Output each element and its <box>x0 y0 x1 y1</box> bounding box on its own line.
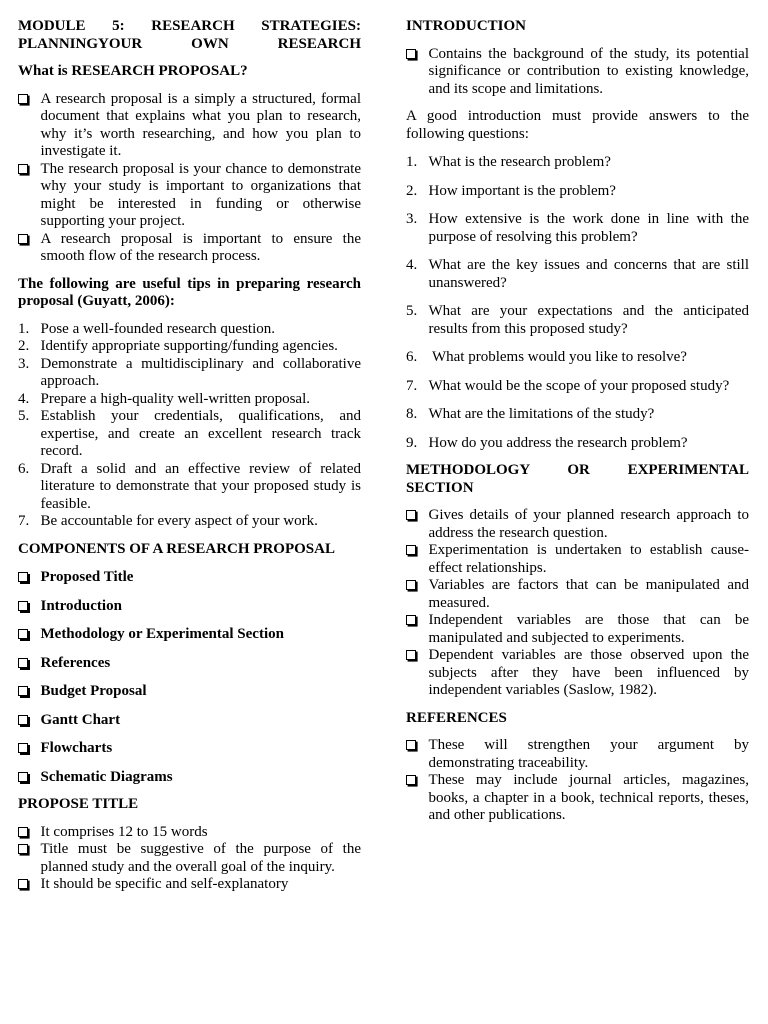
list-item: Flowcharts <box>18 740 361 758</box>
list-item: Methodology or Experimental Section <box>18 626 361 644</box>
list-item: 3. How extensive is the work done in line with the purpose of resolving this problem? <box>406 211 749 245</box>
list-item: A research proposal is important to ensure the smooth flow of the research process. <box>18 231 361 266</box>
checkbox-bullet-icon <box>18 879 28 889</box>
list-item: Schematic Diagrams <box>18 769 361 787</box>
list-item: 6. What problems would you like to resolve? <box>406 349 687 365</box>
tips-list <box>18 321 361 531</box>
list-item: Proposed Title <box>18 569 361 587</box>
checkbox-bullet-icon <box>18 94 28 104</box>
title-points-list <box>18 824 361 894</box>
list-item: Gives details of your planned research approach to address the research question. <box>406 507 749 542</box>
checkbox-bullet-icon <box>406 615 416 625</box>
checkbox-bullet-icon <box>406 650 416 660</box>
list-item: Budget Proposal <box>18 683 361 701</box>
introduction-points-list <box>406 46 749 99</box>
list-item: 1. Pose a well-founded research question. <box>18 320 276 337</box>
proposal-points-list <box>18 91 361 266</box>
list-item: 7. What would be the scope of your proposed study? <box>406 377 730 394</box>
right-column <box>406 18 749 825</box>
checkbox-bullet-icon <box>18 572 28 582</box>
checkbox-bullet-icon <box>18 658 28 668</box>
list-item: 9. How do you address the research problem? <box>406 434 688 451</box>
checkbox-bullet-icon <box>406 510 416 520</box>
checkbox-bullet-icon <box>406 775 416 785</box>
list-item: 4. What are the key issues and concerns that are still unanswered? <box>406 257 749 291</box>
checkbox-bullet-icon <box>18 234 28 244</box>
checkbox-bullet-icon <box>406 740 416 750</box>
list-item: Experimentation is undertaken to establish cause-effect relationships. <box>406 542 749 577</box>
list-item: Independent variables are those that can be manipulated and subjected to experiments. <box>406 612 749 647</box>
list-item: 1. What is the research problem? <box>406 154 611 170</box>
list-item: Dependent variables are those observed upon the subjects after they have been influenced by independent variables (Saslow, 1982). <box>406 647 749 700</box>
checkbox-bullet-icon <box>18 827 28 837</box>
checkbox-bullet-icon <box>406 580 416 590</box>
introduction-paragraph: A good introduction must provide answers to the following questions: <box>406 108 749 142</box>
checkbox-bullet-icon <box>18 743 28 753</box>
checkbox-bullet-icon <box>18 601 28 611</box>
list-item: 2. How important is the problem? <box>406 182 616 199</box>
list-item: References <box>18 655 361 673</box>
checkbox-bullet-icon <box>406 49 416 59</box>
components-heading: COMPONENTS OF A RESEARCH PROPOSAL <box>18 540 335 557</box>
checkbox-bullet-icon <box>18 164 28 174</box>
list-item: Gantt Chart <box>18 712 361 730</box>
list-item: 3. Demonstrate a multidisciplinary and collaborative approach. <box>18 355 361 389</box>
list-item: These may include journal articles, magazines, books, a chapter in a book, technical reports, theses, and other publications. <box>406 772 749 825</box>
propose-title-heading: PROPOSE TITLE <box>18 796 139 812</box>
checkbox-bullet-icon <box>406 545 416 555</box>
list-item: 2. Identify appropriate supporting/funding agencies. <box>18 338 338 354</box>
methodology-points-list <box>406 507 749 700</box>
module-title: MODULE 5: RESEARCH STRATEGIES: PLANNINGYOUR OWN RESEARCH <box>18 18 361 52</box>
checkbox-bullet-icon <box>18 844 28 854</box>
checkbox-bullet-icon <box>18 686 28 696</box>
checkbox-bullet-icon <box>18 715 28 725</box>
list-item: Title must be suggestive of the purpose of the planned study and the overall goal of the inquiry. <box>18 841 361 876</box>
list-item: Variables are factors that can be manipulated and measured. <box>406 577 749 612</box>
list-item: Introduction <box>18 598 361 616</box>
references-heading: REFERENCES <box>406 709 507 726</box>
list-item: The research proposal is your chance to demonstrate why your study is important to organizations that might be interested in funding or otherwise supporting your project. <box>18 161 361 231</box>
list-item: 7. Be accountable for every aspect of your work. <box>18 513 318 529</box>
list-item: It comprises 12 to 15 words <box>18 824 361 842</box>
proposal-question-heading: What is RESEARCH PROPOSAL? <box>18 63 248 79</box>
left-column <box>18 18 361 894</box>
references-points-list <box>406 737 749 825</box>
introduction-heading: INTRODUCTION <box>406 18 527 34</box>
checkbox-bullet-icon <box>18 772 28 782</box>
list-item: 5. Establish your credentials, qualifications, and expertise, and create an excellent research track record. <box>18 408 361 459</box>
questions-list <box>406 154 749 452</box>
list-item: 4. Prepare a high-quality well-written proposal. <box>18 390 311 407</box>
list-item: A research proposal is a simply a structured, formal document that explains what you plan to research, why it’s worth researching, and how you plan to investigate it. <box>18 91 361 161</box>
list-item: It should be specific and self-explanatory <box>18 876 361 894</box>
components-list <box>18 569 361 786</box>
list-item: 8. What are the limitations of the study? <box>406 406 655 422</box>
checkbox-bullet-icon <box>18 629 28 639</box>
list-item: These will strengthen your argument by demonstrating traceability. <box>406 737 749 772</box>
list-item: 6. Draft a solid and an effective review of related literature to demonstrate that your proposed study is feasible. <box>18 460 361 512</box>
list-item: Contains the background of the study, its potential significance or contribution to existing knowledge, and its scope and limitations. <box>406 46 749 99</box>
list-item: 5. What are your expectations and the anticipated results from this proposed study? <box>406 303 749 337</box>
tips-heading: The following are useful tips in preparing research proposal (Guyatt, 2006): <box>18 275 361 309</box>
methodology-heading: METHODOLOGY OR EXPERIMENTAL SECTION <box>406 462 749 496</box>
